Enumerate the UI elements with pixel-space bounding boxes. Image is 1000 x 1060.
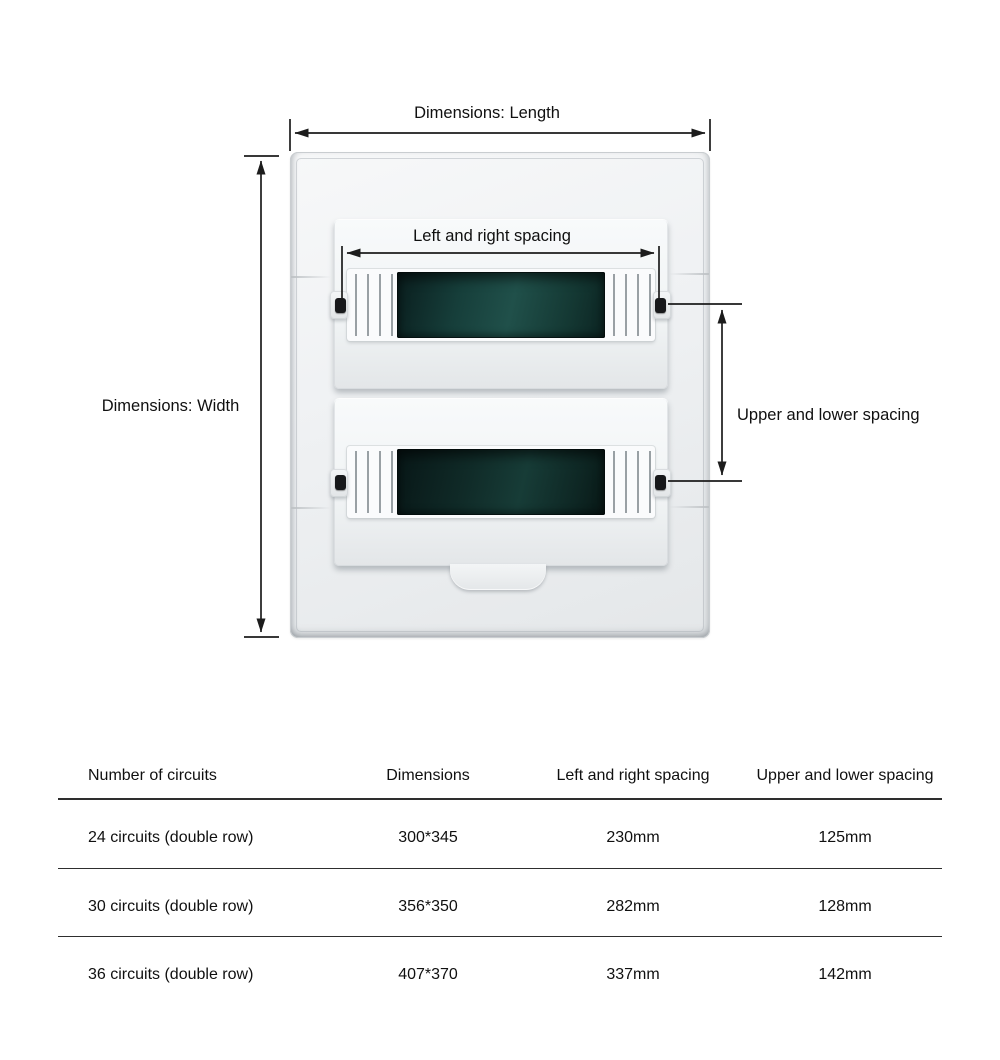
col-header-ul-spacing: Upper and lower spacing	[756, 767, 934, 784]
length-dimension-arrow	[290, 119, 710, 151]
cell-ul-spacing: 142mm	[818, 966, 872, 984]
table-header-row	[58, 748, 942, 800]
upper-lower-spacing-arrow	[668, 304, 742, 481]
label-left-right-spacing: Left and right spacing	[413, 227, 571, 245]
label-dimensions-length: Dimensions: Length	[414, 104, 560, 122]
cell-circuits: 30 circuits (double row)	[88, 897, 254, 915]
cell-circuits: 36 circuits (double row)	[88, 966, 254, 984]
cell-lr-spacing: 230mm	[606, 829, 660, 847]
cell-circuits: 24 circuits (double row)	[88, 829, 254, 847]
table-row	[58, 869, 942, 938]
label-dimensions-width: Dimensions: Width	[101, 397, 240, 415]
cell-lr-spacing: 337mm	[606, 966, 660, 984]
spec-table	[58, 748, 942, 1005]
label-upper-lower-spacing: Upper and lower spacing	[737, 406, 920, 424]
left-right-spacing-arrow	[342, 246, 659, 299]
cell-dimensions: 356*350	[398, 897, 458, 915]
col-header-dimensions: Dimensions	[386, 767, 470, 784]
cell-dimensions: 407*370	[398, 966, 458, 984]
table-row	[58, 937, 942, 1005]
cell-ul-spacing: 128mm	[818, 897, 872, 915]
table-row	[58, 800, 942, 869]
cell-ul-spacing: 125mm	[818, 829, 872, 847]
col-header-lr-spacing: Left and right spacing	[556, 767, 710, 784]
cell-lr-spacing: 282mm	[606, 897, 660, 915]
cell-dimensions: 300*345	[398, 829, 458, 847]
col-header-circuits: Number of circuits	[88, 767, 217, 784]
